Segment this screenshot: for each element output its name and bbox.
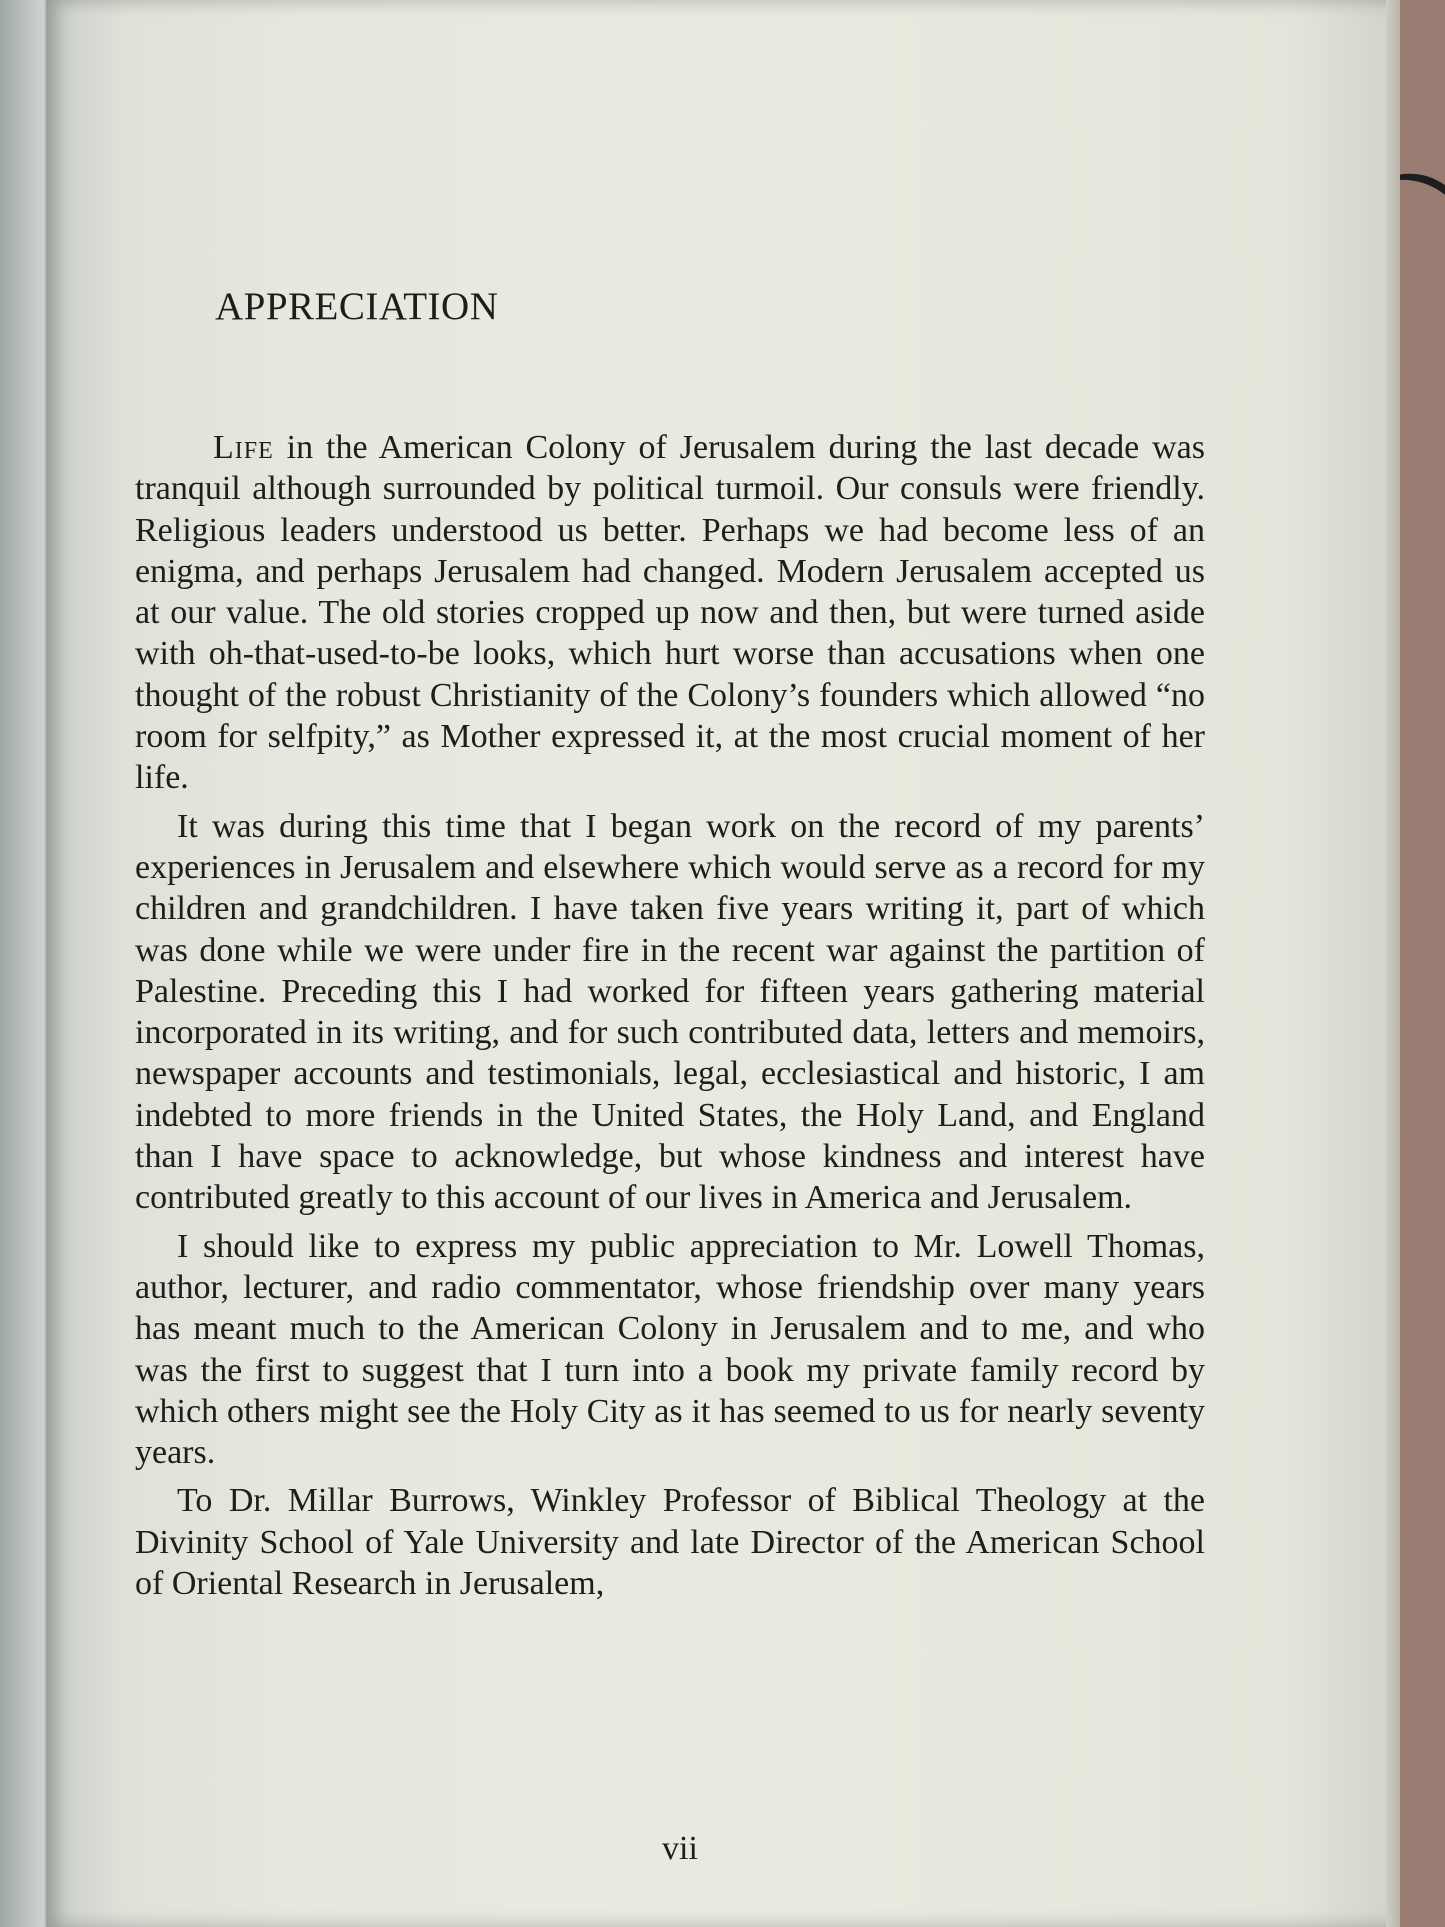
paragraph-4: To Dr. Millar Burrows, Winkley Professor of Biblical Theology at the Divinity School of Yale University and late Director of the American School of Oriental Research in Jerusalem,: [135, 1482, 1205, 1603]
page-number: vii: [662, 1830, 698, 1867]
paragraph-3: I should like to express my public appreciation to Mr. Lowell Thomas, author, lecturer, and radio commentator, whose friendship over many years has meant much to the American Colony in Jerusalem and to me, and who was the first to suggest that I turn into a book my private family record by which others might see the Holy City as it has seemed to us for nearly seventy years.: [135, 1227, 1205, 1472]
paragraph-1-text: in the American Colony of Jerusalem during the last decade was tranquil although surrounded by political turmoil. Our consuls were friendly. Religious leaders understood us better. Perhaps we had become less of an enigma, and perhaps Jerusalem had changed. Modern Jerusalem accepted us at our value. The old stories cropped up now and then, but were turned aside with oh-that-used-to-be looks, which hurt worse than accusations when one thought of the robust Christianity of the Colony’s founders which allowed “no room for selfpity,” as Mother expressed it, at the most crucial moment of her life.: [135, 429, 1205, 797]
page-heading: APPRECIATION: [215, 285, 499, 328]
drop-word: Life: [213, 429, 274, 466]
page-edge: [1386, 0, 1400, 1927]
paragraph-2: It was during this time that I began work on the record of my parents’ experiences in Jerusalem and elsewhere which would serve as a record for my children and grandchildren. I have taken five years writing it, part of which was done while we were under fire in the recent war against the partition of Palestine. Preceding this I had worked for fifteen years gathering material incorporated in its writing, and for such contributed data, letters and memoirs, newspaper accounts and testimonials, legal, ecclesiastical and historic, I am indebted to more friends in the United States, the Holy Land, and England than I have space to acknowledge, but whose kindness and interest have contributed greatly to this account of our lives in America and Jerusalem.: [135, 807, 1205, 1217]
body-text: [135, 427, 1205, 1611]
paragraph-1: [135, 427, 1205, 799]
